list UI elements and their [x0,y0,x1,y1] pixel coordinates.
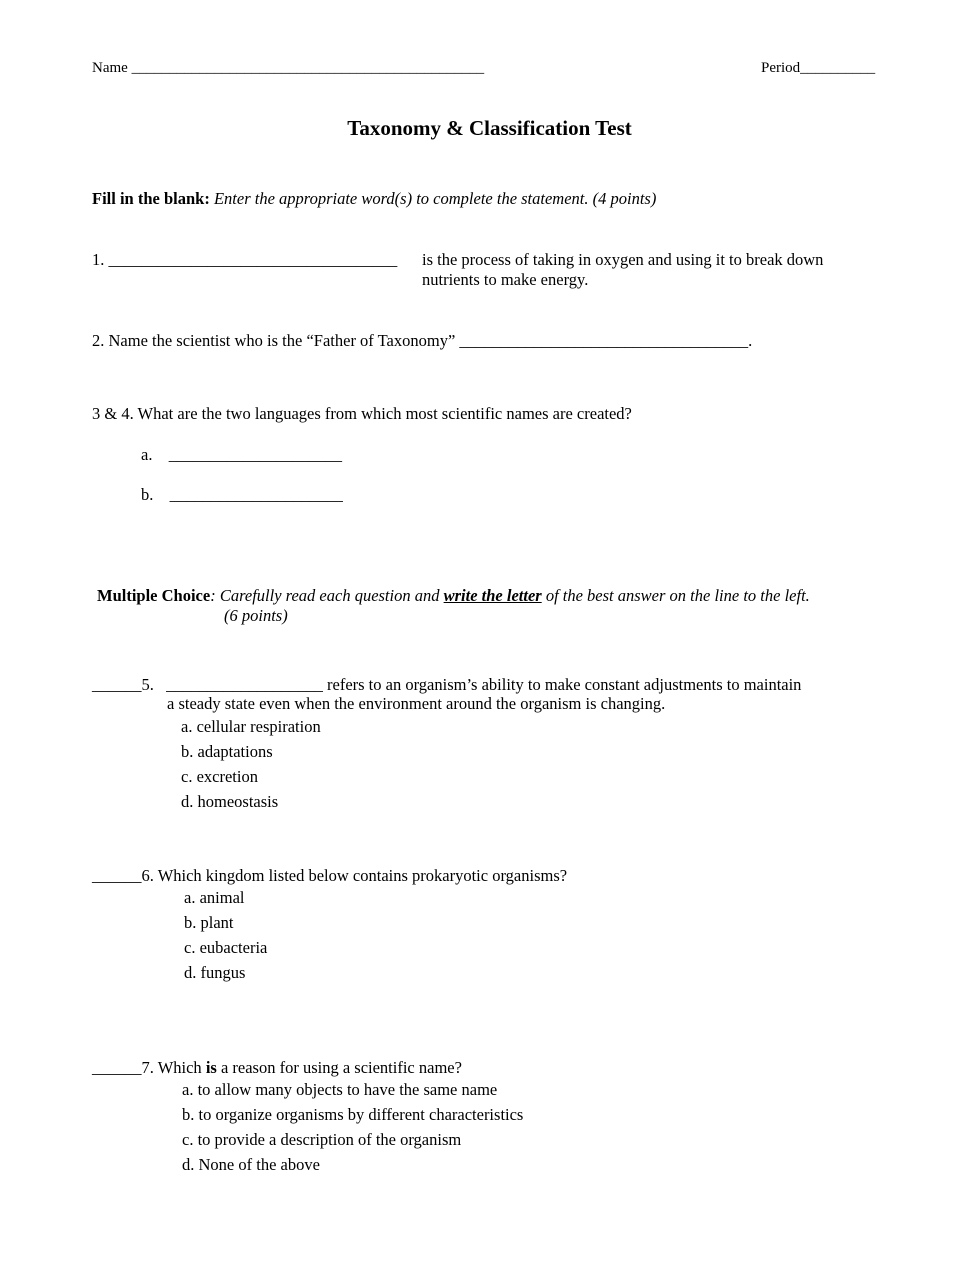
question-6-option-c: c. eubacteria [184,938,268,957]
fill-in-heading: Fill in the blank: [92,189,210,208]
question-5-number: 5. [141,675,154,694]
fill-in-heading-row [92,189,656,209]
period-label: Period [761,60,801,76]
question-6-option-a: a. animal [184,888,245,907]
question-7-text-pre: 7. Which [141,1058,206,1077]
name-field-row [92,58,484,78]
question-5-option-a: a. cellular respiration [181,717,321,736]
question-1-number-row [92,250,397,270]
question-5-option-c: c. excretion [181,767,258,786]
mc-instr-pre: : Carefully read each question and [210,586,444,605]
question-5-option-d: d. homeostasis [181,792,279,811]
period-blank[interactable]: __________ [800,60,876,76]
question-5-blank[interactable]: ___________________ [166,675,323,694]
name-blank[interactable]: _______________________________________________ [131,60,485,76]
question-3-4-answer-b [141,485,343,505]
question-5-option-b: b. adaptations [181,742,273,761]
question-6-option-b: b. plant [184,913,234,932]
question-2-text: 2. Name the scientist who is the “Father of Taxonomy” [92,331,456,350]
question-7-option-b: b. to organize organisms by different characteristics [182,1105,524,1124]
question-7-options [182,1077,523,1177]
answer-b-label: b. [141,485,154,504]
question-7-text-bold: is [205,1058,217,1077]
question-2-end: . [748,331,753,350]
question-1-line1: is the process of taking in oxygen and using it to break down [422,250,824,269]
question-7-option-a: a. to allow many objects to have the same name [182,1080,498,1099]
question-6-line [92,866,567,886]
mc-instr-post: of the best answer on the line to the left. [541,586,810,605]
question-5-text2: a steady state even when the environment around the organism is changing. [167,694,666,713]
multiple-choice-heading: Multiple Choice [97,586,211,605]
question-7-option-d: d. None of the above [182,1155,320,1174]
question-6-text: 6. Which kingdom listed below contains prokaryotic organisms? [141,866,568,885]
question-7-option-c: c. to provide a description of the organism [182,1130,462,1149]
question-6-options [184,885,267,985]
question-7-text-post: a reason for using a scientific name? [216,1058,462,1077]
answer-b-blank[interactable]: _____________________ [169,485,343,504]
answer-a-blank[interactable]: _____________________ [168,445,342,464]
question-6-option-d: d. fungus [184,963,246,982]
question-1-text [422,250,823,290]
question-2-blank[interactable]: ___________________________________ [459,331,749,350]
question-7-line [92,1058,462,1078]
question-3-4-answer-a [141,445,342,465]
page-title: Taxonomy & Classification Test [347,116,632,140]
question-5-text1: refers to an organism’s ability to make constant adjustments to maintain [327,675,802,694]
mc-points: (6 points) [224,606,288,625]
period-field-row [761,58,875,78]
name-label: Name [92,60,128,76]
question-1-blank[interactable]: ___________________________________ [108,250,398,269]
multiple-choice-heading-row [97,586,810,606]
question-1-number: 1. [92,250,105,269]
question-5-line1 [92,675,801,695]
mc-instr-emph: write the letter [443,586,542,605]
question-3-4-text: 3 & 4. What are the two languages from which most scientific names are created? [92,404,632,423]
question-1-line2: nutrients to make energy. [422,270,589,289]
fill-in-instructions: Enter the appropriate word(s) to complete the statement. (4 points) [213,189,657,208]
answer-a-label: a. [141,445,153,464]
question-2 [92,331,752,351]
question-6-answer-blank[interactable]: ______ [92,866,142,885]
question-7-answer-blank[interactable]: ______ [92,1058,142,1077]
question-5-answer-blank[interactable]: ______ [92,675,142,694]
question-5-options [181,714,321,814]
